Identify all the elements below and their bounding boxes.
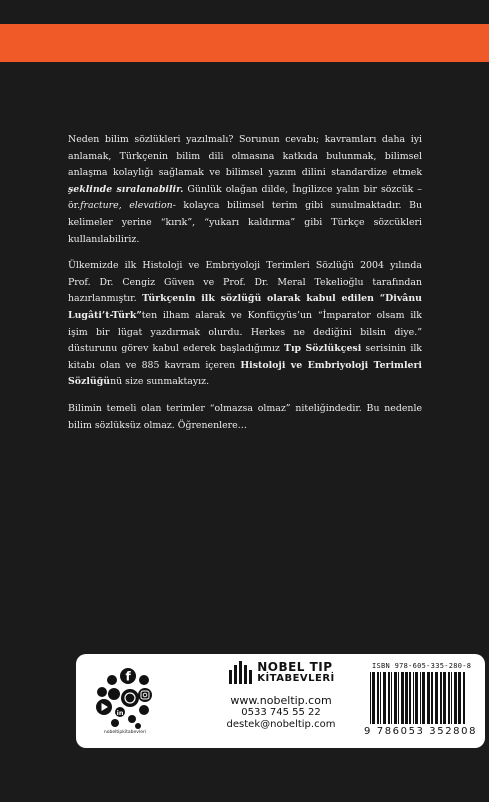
social-handle: nobeltipkitabevleri bbox=[103, 730, 147, 735]
text-run: ten ilham alarak ve Konfüçyüs’un “İmparator olsam ilk işim bir lügat yazdırmak olurdu. Herkes ne dediğini bilsin diye.” düsturunu görev kabul ederek başladığımız bbox=[68, 309, 422, 355]
text-run: Neden bilim sözlükleri yazılmalı? Sorunun cevabı; kavramları daha iyi anlamak, Türkçenin bilim dili olmasına katkıda bulunmak, bilimsel anlaşma kolaylığı sağlamak ve bilimsel yazım dilini standardize etmek bbox=[68, 134, 422, 179]
publisher-panel bbox=[76, 654, 485, 748]
text-run: Türkçenin ilk sözlüğü olarak kabul edilen “Divânu Lugâti’t-Türk” bbox=[68, 293, 422, 321]
barcode-bar bbox=[448, 672, 450, 724]
social-media-icons-cluster bbox=[90, 662, 160, 732]
publisher-logo bbox=[216, 660, 346, 686]
publisher-name-line1: NOBEL TIP bbox=[257, 660, 333, 674]
barcode-bar bbox=[458, 672, 461, 724]
barcode-bar bbox=[394, 672, 397, 724]
text-run: şeklinde sıralanabilir. bbox=[68, 183, 184, 195]
svg-text:f: f bbox=[125, 669, 131, 684]
text-run: Tıp Sözlükçesi bbox=[283, 343, 362, 355]
orange-accent-band bbox=[0, 24, 489, 62]
barcode-bar bbox=[370, 672, 371, 724]
barcode-bar bbox=[422, 672, 425, 724]
text-run: serisinin ilk kitabı olan ve 885 kavram içeren bbox=[68, 343, 422, 371]
location-icon bbox=[139, 705, 149, 715]
publisher-info bbox=[216, 660, 346, 731]
barcode-bar bbox=[409, 672, 411, 724]
barcode-bar bbox=[427, 672, 430, 724]
barcode-bar bbox=[431, 672, 433, 724]
barcode-bar bbox=[372, 672, 375, 724]
barcode-bar bbox=[451, 672, 452, 724]
barcode-bar bbox=[391, 672, 392, 724]
barcode-bar bbox=[440, 672, 442, 724]
barcode-bar bbox=[405, 672, 408, 724]
barcode-bar bbox=[380, 672, 381, 724]
user-icon bbox=[108, 688, 120, 700]
barcode-bar bbox=[443, 672, 446, 724]
svg-text:in: in bbox=[116, 709, 124, 717]
barcode-bar bbox=[463, 672, 465, 724]
instagram-icon bbox=[138, 688, 152, 702]
top-dark-band bbox=[0, 0, 489, 24]
barcode-bar bbox=[415, 672, 418, 724]
tiktok-icon bbox=[139, 675, 149, 685]
barcode-bar bbox=[435, 672, 438, 724]
mail-icon bbox=[111, 719, 119, 727]
publisher-name-line2: KİTABEVLERİ bbox=[257, 673, 335, 684]
back-cover-text bbox=[68, 132, 422, 444]
text-run: fracture, elevation bbox=[80, 200, 173, 212]
publisher-phone: 0533 745 55 22 bbox=[241, 707, 321, 718]
publisher-website: www.nobeltip.com bbox=[230, 694, 332, 707]
twitter-icon bbox=[128, 715, 136, 723]
barcode-bar bbox=[388, 672, 390, 724]
publisher-email: destek@nobeltip.com bbox=[226, 719, 336, 730]
barcode-bar bbox=[377, 672, 379, 724]
barcode-number: 9 786053 352808 bbox=[364, 726, 478, 737]
chat-icon bbox=[107, 675, 117, 685]
isbn-label: ISBN 978-605-335-280-8 bbox=[372, 662, 472, 670]
barcode-bar bbox=[420, 672, 421, 724]
text-run: - kolayca bilimsel terim gibi sunulmaktadır. Bu kelimeler yerine “kırık”, “yukarı kaldırma” gibi Türkçe sözcükleri kullanılabiliriz. bbox=[68, 200, 423, 245]
text-run: nü size sunmaktayız. bbox=[110, 376, 210, 388]
barcode-bar bbox=[398, 672, 399, 724]
barcode-bar bbox=[454, 672, 457, 724]
text-run: Bilimin temeli olan terimler “olmazsa olmaz” niteliğindedir. Bu nedenle bilim sözlüksüz olmaz. Öğrenenlere… bbox=[68, 402, 422, 431]
barcode-bars bbox=[366, 672, 476, 726]
text-run: Günlük olağan dilde, İngilizce yalın bir sözcük –ör. bbox=[68, 183, 422, 212]
like-icon bbox=[97, 687, 107, 697]
barcode-bar bbox=[383, 672, 386, 724]
barcode-bar bbox=[413, 672, 414, 724]
barcode-bar bbox=[401, 672, 404, 724]
text-run: Histoloji ve Embriyoloji Terimleri Sözlüğü bbox=[68, 359, 422, 388]
misc-icon bbox=[135, 723, 141, 729]
text-run: Ülkemizde ilk Histoloji ve Embriyoloji Terimleri Sözlüğü 2004 yılında Prof. Dr. Cengiz Güven ve Prof. Dr. Meral Tekelioğlu tarafından hazırlanmıştır. bbox=[68, 260, 422, 305]
paragraph-1 bbox=[68, 132, 422, 248]
paragraph-2 bbox=[68, 258, 422, 391]
whatsapp-icon bbox=[121, 689, 139, 707]
nobel-tip-logo-icon bbox=[227, 660, 253, 686]
isbn-barcode bbox=[358, 660, 480, 742]
paragraph-3 bbox=[68, 401, 422, 434]
